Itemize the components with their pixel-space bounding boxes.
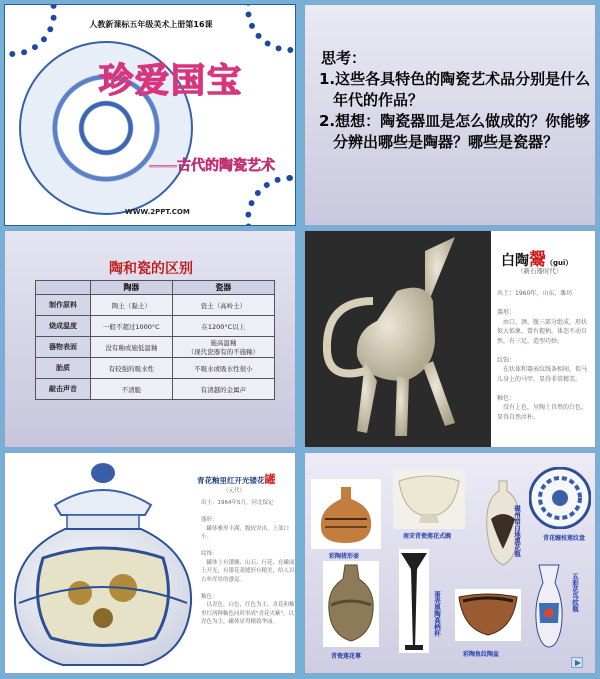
- table-cell: 在1200°C以上: [172, 316, 274, 337]
- table-row: [36, 337, 275, 358]
- blue-white-jar-image: [5, 453, 195, 674]
- table-cell: 没有釉或施低温釉: [91, 337, 173, 358]
- painted-bowl-image: [455, 589, 521, 641]
- row-label: 制作原料: [36, 295, 91, 316]
- slide-gallery[interactable]: [304, 452, 596, 674]
- question-2: 2.想想：陶瓷器皿是怎么做成的？你能够分辨出哪些是陶器？哪些是瓷器？: [319, 112, 591, 151]
- corner-ornament-bottom-right: [245, 175, 296, 226]
- table-cell: 不清脆: [91, 379, 173, 400]
- corner-ornament-top-left: [4, 4, 57, 57]
- artifact-description: 出土：1960年，山东、潍坊 器形： 由口、颈、腹三部分组成，形状似大似象，曾有握柄，体态不动自然，有三足，造型巧妙。 纹饰： 在状体和器表纹线条相间，似马儿身上的马甲，显得非常精美。 釉色： 没有上色，呈陶土自然的白色，显得自然淳朴。: [497, 290, 588, 421]
- slide-main-title: 珍爱国宝: [99, 61, 243, 101]
- subject-line: 人教新课标五年级美术上册第16课: [89, 20, 213, 29]
- blue-white-plate-image: [529, 467, 591, 529]
- caption-lotus-bowl: 南宋青瓷莲花式碗: [403, 533, 452, 540]
- artifact-description: 出土：1964年5月，河北保定 器形： 罐体雅形丰满，腹较突出，上部口小。 纹饰： 罐体上有镂雕、山石、行花，在罐面上开光，有镂花菱缝形有精美，给人以古朴浑厚的感觉。 釉色： 以青色，白色，红色为主，青花和釉里红两种釉色同时形成"青花夹紫"，以青色为主，罐体显得精致华丽。: [201, 500, 295, 625]
- pig-pot-image: [311, 479, 381, 549]
- slide-subtitle: ——古代的陶瓷艺术: [149, 158, 275, 174]
- slide-white-pottery-gui[interactable]: [304, 230, 596, 448]
- caption-black-gaobei: 蛋壳黑陶高柄杯: [433, 591, 441, 637]
- white-pottery-gui-image: [305, 231, 491, 448]
- table-cell: 有清越的金属声: [172, 379, 274, 400]
- artifact-title-char: 罐: [264, 473, 276, 486]
- caption-famille-vase: 五彩花鸟纹瓶: [571, 573, 579, 612]
- question-heading: 思考：: [321, 49, 367, 67]
- table-header-cell: [36, 281, 91, 295]
- table-header-cell: 瓷器: [172, 281, 274, 295]
- table-cell: 不吸水或吸水性很小: [172, 358, 274, 379]
- caption-pig-pot: 彩陶猪形壶: [329, 553, 360, 560]
- row-label: 器物表面: [36, 337, 91, 358]
- site-watermark: WWW.2PPT.COM: [125, 208, 190, 216]
- green-zun-image: [323, 561, 379, 647]
- table-cell: 有较强的吸水性: [91, 358, 173, 379]
- slide-questions[interactable]: [304, 4, 596, 226]
- table-row: [36, 295, 275, 316]
- table-row: [36, 379, 275, 400]
- caption-ci-zhou-vase: 磁州窑白地黑花瓶: [513, 505, 521, 557]
- question-list: [319, 69, 591, 153]
- slide-comparison-table[interactable]: [4, 230, 296, 448]
- slide-blue-white-jar[interactable]: [4, 452, 296, 674]
- comparison-table: [35, 280, 275, 400]
- artifact-title: [197, 475, 293, 485]
- lotus-bowl-image: [393, 469, 465, 529]
- table-header-row: [36, 281, 275, 295]
- slide-title[interactable]: [4, 4, 296, 226]
- table-cell: 一般不超过1000°C: [91, 316, 173, 337]
- artifact-title-prefix: 白陶: [501, 253, 529, 269]
- caption-bluewhite-plate: 青花缠枝莲纹盘: [543, 535, 586, 542]
- artifact-era: （元代）: [223, 488, 246, 494]
- table-row: [36, 316, 275, 337]
- table-cell: 陶土（黏土）: [91, 295, 173, 316]
- artifact-title-char: 鬶: [529, 250, 546, 270]
- comparison-title: 陶和瓷的区别: [109, 261, 193, 277]
- table-cell: 施高温釉 （现代瓷器有的不施釉）: [172, 337, 274, 358]
- question-1: 1.这些各具特色的陶瓷艺术品分别是什么年代的作品？: [319, 70, 591, 109]
- black-gaobei-image: [399, 549, 429, 653]
- table-header-cell: 陶器: [91, 281, 173, 295]
- next-slide-button[interactable]: [571, 657, 583, 668]
- row-label: 敲击声音: [36, 379, 91, 400]
- row-label: 烧成温度: [36, 316, 91, 337]
- row-label: 胎质: [36, 358, 91, 379]
- artifact-era: （新石器时代）: [517, 267, 563, 275]
- caption-painted-bowl: 彩陶鱼纹陶盆: [463, 651, 500, 658]
- famille-vase-image: [531, 563, 567, 649]
- artifact-title-prefix: 青花釉里红开光镂花: [197, 476, 265, 485]
- table-row: [36, 358, 275, 379]
- table-cell: 瓷土（高岭土）: [172, 295, 274, 316]
- caption-green-zun: 青瓷莲花尊: [331, 653, 362, 660]
- artifact-pinyin: （guī）: [546, 259, 573, 267]
